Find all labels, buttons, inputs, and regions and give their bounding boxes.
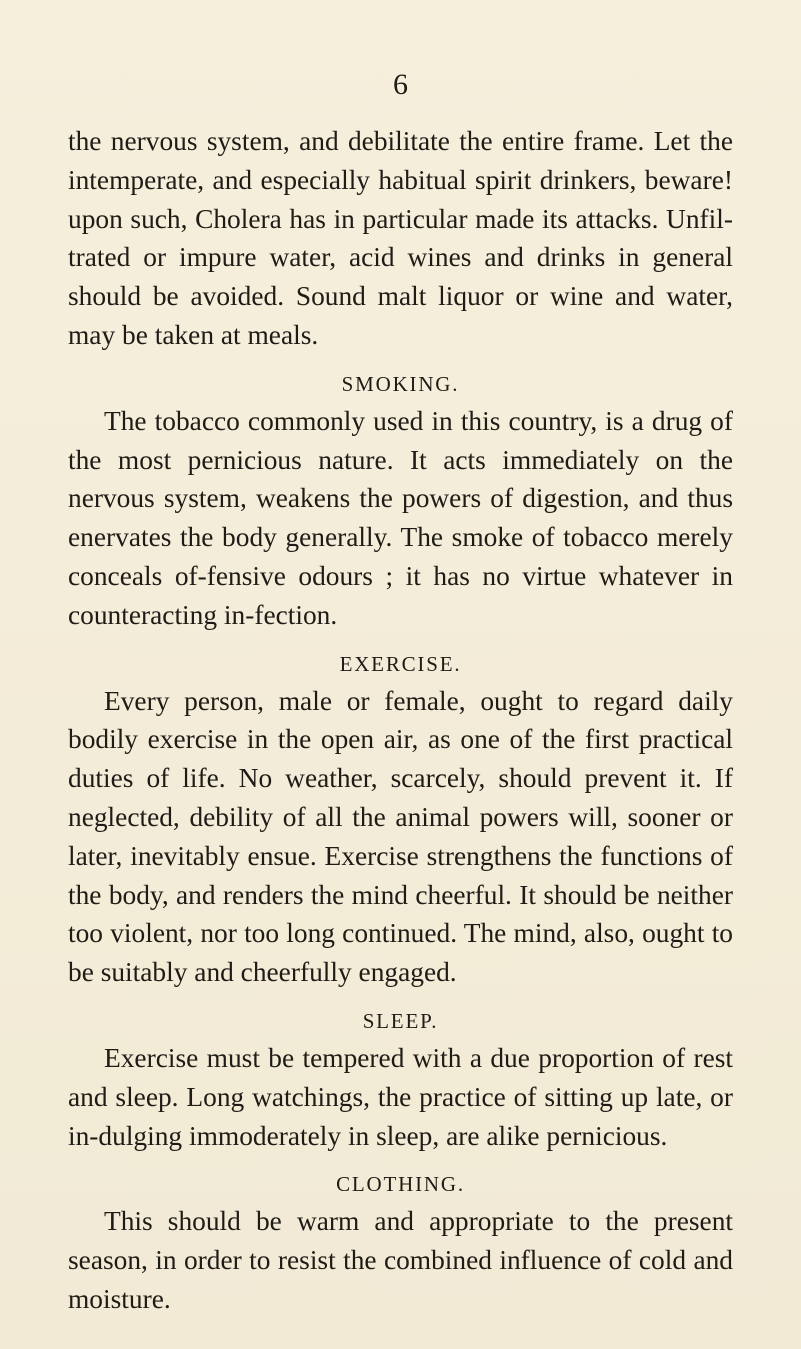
- exercise-paragraph: Every person, male or female, ought to regard daily bodily exercise in the open air, as one of the first practical duties of life. No weather, scarcely, should prevent it. If neglected, debility of all the animal powers will, sooner or later, inevitably ensue. Exercise strengthens the functions of the body, and renders the mind cheerful. It should be neither too violent, nor too long continued. The mind, also, ought to be suitably and cheerfully engaged.: [68, 685, 733, 988]
- sleep-paragraph: Exercise must be tempered with a due proportion of rest and sleep. Long watchings, the practice of sitting up late, or in-dulging immoderately in sleep, are alike pernicious.: [68, 1042, 733, 1151]
- section-heading-sleep: SLEEP.: [362, 1008, 439, 1033]
- section-heading-smoking: SMOKING.: [341, 371, 460, 396]
- intro-paragraph: the nervous system, and debilitate the entire frame. Let the intemperate, and especially habitual spirit drinkers, beware! upon such, Cholera has in particular made its attacks. Unfil-trated or impure water, acid wines and drinks in general should be avoided. Sound malt liquor or wine and water, may be taken at meals.: [68, 126, 733, 350]
- section-heading-exercise: EXERCISE.: [339, 651, 462, 676]
- smoking-paragraph: The tobacco commonly used in this country, is a drug of the most pernicious nature. It acts immediately on the nervous system, weakens the powers of digestion, and thus enervates the body generally. The smoke of tobacco merely conceals of-fensive odours ; it has no virtue whatever in counteracting in-fection.: [68, 405, 733, 630]
- section-heading-clothing: CLOTHING.: [336, 1172, 465, 1197]
- page-number: 6: [393, 68, 408, 101]
- clothing-paragraph: This should be warm and appropriate to the present season, in order to resist the combined influence of cold and moisture.: [68, 1206, 733, 1314]
